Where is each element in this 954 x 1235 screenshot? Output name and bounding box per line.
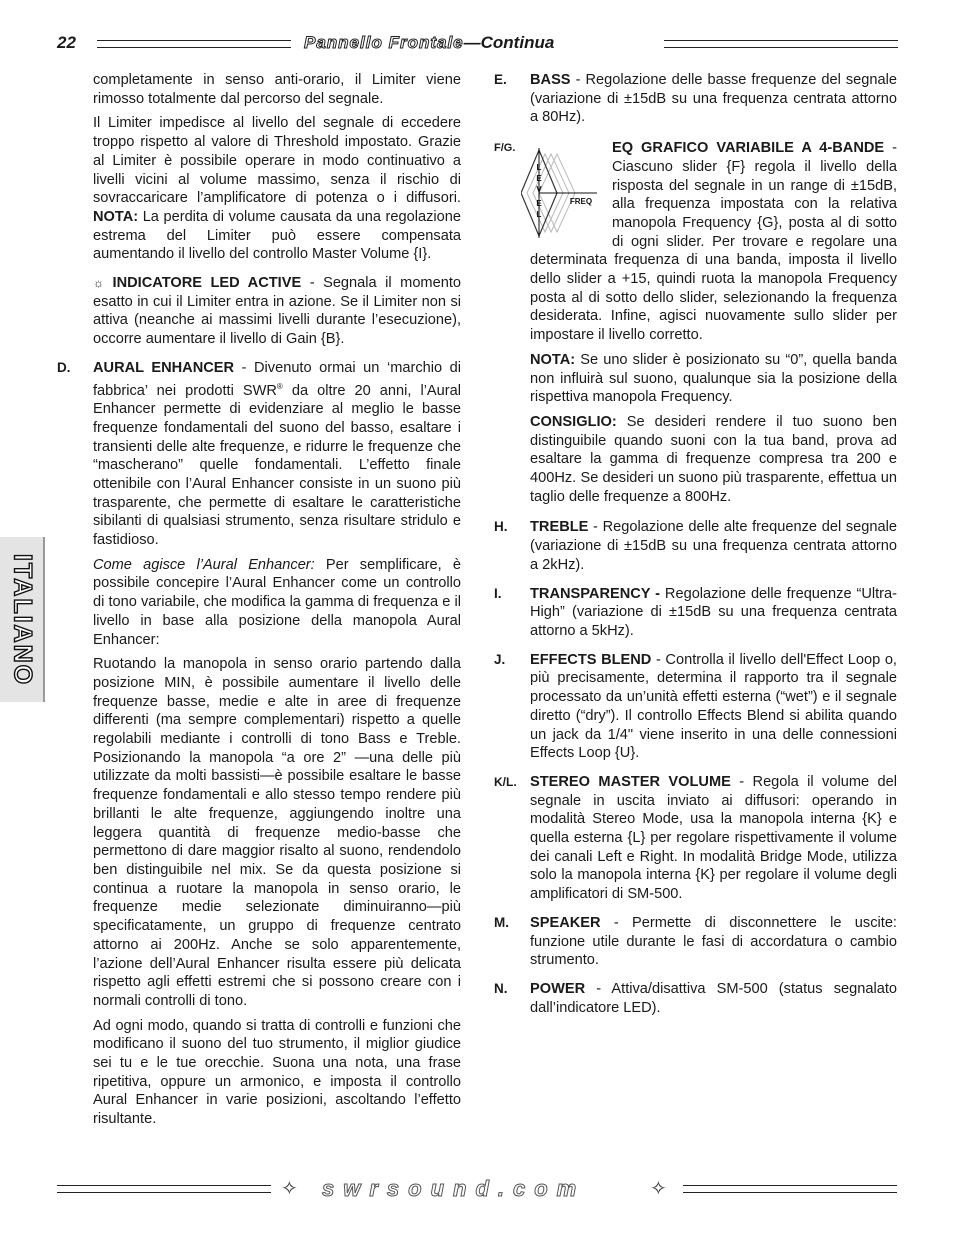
item-i (494, 585, 897, 641)
paragraph-eq-tip (494, 413, 897, 507)
led-active-text: - Segnala il momento esatto in cui il Limiter entra in azione. Se il Limiter non si attiva (neanche ai massimi livelli durante l’esecuzione), occorre aumentare il livello di Gain {B}. (93, 275, 461, 348)
page-title-suffix: —Continua (463, 33, 555, 52)
sun-icon: ☼ (93, 276, 104, 291)
item-i-title: TRANSPARENCY - (530, 585, 661, 602)
paragraph-rotation: Ruotando la manopola in senso orario partendo dalla posizione MIN, è possibile aumentare il livello delle frequenze basse, medie e alte in aree di frequenze differenti (ma sempre complementari) rispetto a quelle regolabili mediante i controlli di tono Bass e Treble. Posizionando la manopola “a ore 2” —una delle più utilizzate da molti bassisti—è possibile esaltare le basse frequenze fondamentali e allo stesso tempo rendere più brillanti le alte frequenze, aggiungendo inoltre una leggera quantità di frequenze medio-basse che permettono di dare maggior risalto al suono, rendendolo ben distinguibile nel mix. Se da questa posizione si continua a ruotare la manopola in senso orario, le frequenze medie selezionate diminuiranno—più specificatamente, un gruppo di frequenze centrato attorno ai 200Hz. Anche se solo apparentemente, l’azione dell’Aural Enhancer risulta essere più delicata rispetto agli effetti estremi che si possono creare con i normali controlli di tono. (93, 656, 461, 1009)
item-h (494, 518, 897, 574)
paragraph-how-it-works (57, 556, 461, 650)
paragraph-eq-note (494, 351, 897, 407)
registered-mark: ® (276, 381, 283, 391)
how-it-works-title: Come agisce l’Aural Enhancer: (93, 556, 315, 573)
star-right-icon: ✧ (650, 1178, 667, 1200)
level-letter: L (536, 163, 542, 172)
eq-note-label: NOTA: (530, 351, 576, 368)
item-fg-text: - Ciascuno slider {F} regola il livello della risposta del segnale in un range di ±15dB, alla frequenza impostata con la relativa manopola Frequency {G}, posta al di sotto di ogni slider. Per trovare e regolare una determinata frequenza di una banda, imposta il livello dello slider a +15, quindi ruota la manopola Frequency posta al di sotto dello slider, selezionando la frequenza desiderata. Infine, agisci nuovamente sullo slider per impostare il livello corretto. (530, 140, 897, 344)
item-h-text: - Regolazione delle alte frequenze del segnale (variazione di ±15dB su una frequenza centrata attorno a 2kHz). (530, 519, 897, 573)
level-letter: V (536, 185, 542, 194)
item-i-label: I. (494, 585, 502, 601)
item-e-title: BASS (530, 72, 571, 88)
item-m-label: M. (494, 914, 509, 930)
item-kl (494, 773, 897, 904)
item-i-text: Regolazione delle frequenze “Ultra-High” (variazione di ±15dB su una frequenza centrata attorno a 5kHz). (530, 585, 897, 639)
header-rule-left (97, 40, 291, 48)
item-d-text-b: da oltre 20 anni, l’Aural Enhancer permette di evidenziare al meglio le basse frequenze fondamentali del suono del basso, esaltare i transienti delle alte frequenze, e ridurre le frequenze che “mascherano” quelle fondamentali. L’effetto finale ottenibile con l’Aural Enhancer consiste in un suono più trasparente, che permette di esaltare le caratteristiche sibilanti di qualsiasi strumento, senza risultare stridulo e fastidioso. (93, 382, 462, 549)
led-active-title: INDICATORE LED ACTIVE (112, 275, 302, 292)
paragraph-conclusion: Ad ogni modo, quando si tratta di controlli e funzioni che modificano il suono del tuo strumento, il miglior giudice sei tu e le tue orecchie. Suona una nota, una frase ripetitiva, oppure un armonico, e imposta il controllo Aural Enhancer in varie posizioni, ascoltando l’effetto risultante. (93, 1017, 461, 1128)
item-e (494, 71, 897, 127)
left-column (57, 71, 461, 1135)
item-fg-title: EQ GRAFICO VARIABILE A 4-BANDE (612, 140, 885, 157)
item-m-text: - Permette di disconnettere le uscite: funzione utile durante le fasi di accordatura o cambio strumento. (530, 914, 897, 969)
item-h-label: H. (494, 519, 508, 535)
item-n-label: N. (494, 980, 508, 996)
item-d-title: AURAL ENHANCER (93, 359, 235, 376)
item-j-text: - Controlla il livello dell'Effect Loop o, più precisamente, determina il rapporto tra il segnale processato da un’unità effetti esterna (“wet”) e il segnale diretto (“dry”). Il controllo Effects Blend si abilita quando un jack da 1/4" viene inserito in una delle connessioni Effects Loop {U}. (530, 651, 897, 762)
footer-website: swrsound.com (322, 1176, 586, 1201)
star-left-icon: ✧ (281, 1178, 298, 1200)
item-m (494, 914, 897, 970)
eq-tip-text: Se desideri rendere il tuo suono ben distinguibile quando suoni con la tua band, prova ad esaltare la gamma di frequenze compresa tra 200 e 400Hz. Se desideri un suono più trasparente, effettua un taglio delle frequenze a 800Hz. (530, 413, 897, 505)
item-j-title: EFFECTS BLEND (530, 651, 652, 668)
item-d-label: D. (57, 359, 71, 375)
item-kl-text: - Regola il volume del segnale in uscita inviato ai diffusori: operando in modalità Stereo Mode, usa la manopola interna {K} e quella esterna {L} per regolare rispettivamente il volume dei canali Left e Right. In modalità Bridge Mode, utilizza solo la manopola interna {K} per regolare il volume degli amplificatori di SM-500. (530, 773, 897, 903)
item-n-title: POWER (530, 980, 586, 997)
paragraph-limiter-end: completamente in senso anti-orario, il Limiter viene rimosso totalmente dal percorso del segnale. (93, 72, 461, 107)
limiter-note-label: NOTA: (93, 208, 139, 225)
eq-diagram (521, 146, 601, 240)
limiter-text-b: La perdita di volume causata da una regolazione estrema del Limiter può essere compensata aumentando il livello del controllo Master Volume {I}. (93, 208, 461, 263)
eq-note-text: Se uno slider è posizionato su “0”, quella banda non influirà sul suono, qualunque sia la posizione della rispettiva manopola Frequency. (530, 351, 897, 406)
limiter-text-a: Il Limiter impedisce al livello del segnale di eccedere troppo rispetto al valore di Threshold impostato. Grazie al Limiter è possibile operare in modo continuativo a livelli vicini al volume massimo, senza il rischio di sovraccaricare l’amplificatore di potenza o i diffusori. (93, 115, 461, 207)
paragraph-limiter (57, 114, 461, 264)
item-m-title: SPEAKER (530, 914, 601, 931)
level-letter: E (536, 174, 542, 183)
footer-rule-right (683, 1185, 897, 1193)
footer-rule-left (57, 1185, 271, 1193)
item-j (494, 651, 897, 763)
item-h-title: TREBLE (530, 519, 589, 536)
item-e-label: E. (494, 72, 507, 87)
item-fg-label: F/G. (494, 142, 516, 155)
language-side-tab-label: ITALIANO (8, 553, 36, 686)
item-j-label: J. (494, 651, 506, 667)
page-title-main: Pannello Frontale (304, 33, 464, 52)
how-it-works-text: Per semplificare, è possibile concepire l’Aural Enhancer come un controllo di tono variabile, che modifica la gamma di frequenza e il livello in base alla posizione della manopola Aural Enhancer: (93, 556, 462, 648)
item-kl-title: STEREO MASTER VOLUME (530, 773, 731, 790)
header-rule-right (664, 40, 898, 48)
item-n (494, 980, 897, 1017)
level-letter: L (536, 210, 542, 219)
item-d-text-a: - Divenuto ormai un ‘marchio di fabbrica’ nei prodotti SWR (93, 359, 461, 399)
language-side-tab (0, 537, 45, 702)
freq-label: FREQ (569, 197, 593, 206)
item-e-text: - Regolazione delle basse frequenze del segnale (variazione di ±15dB su una frequenza centrata attorno a 80Hz). (530, 72, 897, 126)
page-title (304, 33, 554, 53)
paragraph-led-active (57, 274, 461, 349)
level-letter: E (536, 199, 542, 208)
page-number: 22 (57, 33, 76, 52)
item-d (57, 359, 461, 550)
item-kl-label: K/L. (494, 774, 517, 789)
item-n-text: - Attiva/disattiva SM-500 (status segnalato dall’indicatore LED). (530, 980, 897, 1016)
eq-tip-label: CONSIGLIO: (530, 413, 617, 430)
